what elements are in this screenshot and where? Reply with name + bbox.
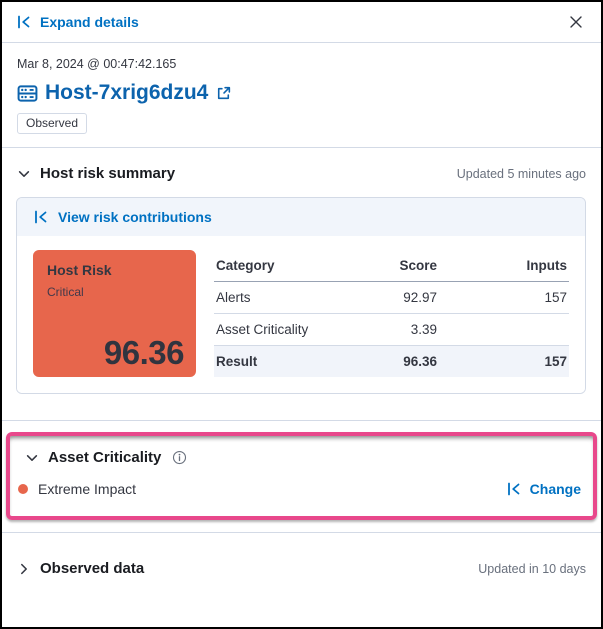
risk-summary-panel [16,197,586,394]
info-icon[interactable] [172,450,187,465]
asset-criticality-toggle[interactable] [25,449,161,466]
risk-card-level: Critical [47,285,84,299]
expand-details-button[interactable] [16,14,139,30]
risk-updated-text: Updated 5 minutes ago [456,166,586,181]
asset-criticality-title: Asset Criticality [48,449,162,466]
chevron-right-icon [17,562,31,576]
observed-data-title: Observed data [40,560,145,577]
observed-updated-text: Updated in 10 days [478,561,586,576]
arrow-start-icon [33,209,49,225]
flyout-header [2,2,601,43]
observed-data-header [2,560,601,577]
cell-inputs: 157 [439,282,569,314]
observed-status-badge: Observed [17,113,87,134]
host-name-link[interactable]: Host-7xrig6dzu4 [45,81,209,104]
column-header-score: Score [319,250,439,282]
host-risk-summary-title: Host risk summary [40,165,176,182]
cell-category: Asset Criticality [214,314,319,346]
chevron-down-icon [17,167,31,181]
view-risk-contributions-button[interactable] [17,198,585,236]
divider [2,420,601,421]
risk-category-table [214,250,569,377]
criticality-level-label: Extreme Impact [38,481,137,497]
arrow-start-icon [16,14,32,30]
column-header-category: Category [214,250,319,282]
event-timestamp: Mar 8, 2024 @ 00:47:42.165 [17,57,177,71]
host-risk-summary-header [2,165,601,182]
risk-card-score: 96.36 [103,334,184,371]
risk-score-card [33,250,196,377]
risk-card-title: Host Risk [47,262,112,278]
cell-category: Alerts [214,282,319,314]
host-risk-summary-toggle[interactable] [17,165,175,182]
chevron-down-icon [25,451,39,465]
expand-details-label: Expand details [40,14,139,30]
change-button-label: Change [529,481,581,497]
cell-score: 92.97 [319,282,439,314]
host-storage-icon [17,83,38,104]
divider [2,147,601,148]
host-meta [2,43,601,134]
table-row [214,314,569,346]
cell-score: 96.36 [319,346,439,378]
cell-score: 3.39 [319,314,439,346]
cell-inputs: 157 [439,346,569,378]
arrow-start-icon [506,481,522,497]
asset-criticality-highlight-annotation [6,432,597,520]
observed-data-toggle[interactable] [17,560,144,577]
table-row [214,282,569,314]
criticality-level-dot [18,484,28,494]
cell-inputs [439,314,569,346]
change-criticality-button[interactable] [506,481,581,497]
column-header-inputs: Inputs [439,250,569,282]
cell-category: Result [214,346,319,378]
close-icon[interactable] [567,13,585,31]
divider [2,532,601,533]
table-row-result [214,346,569,378]
view-risk-contributions-label: View risk contributions [58,209,212,225]
open-in-new-tab-icon[interactable] [215,85,232,102]
